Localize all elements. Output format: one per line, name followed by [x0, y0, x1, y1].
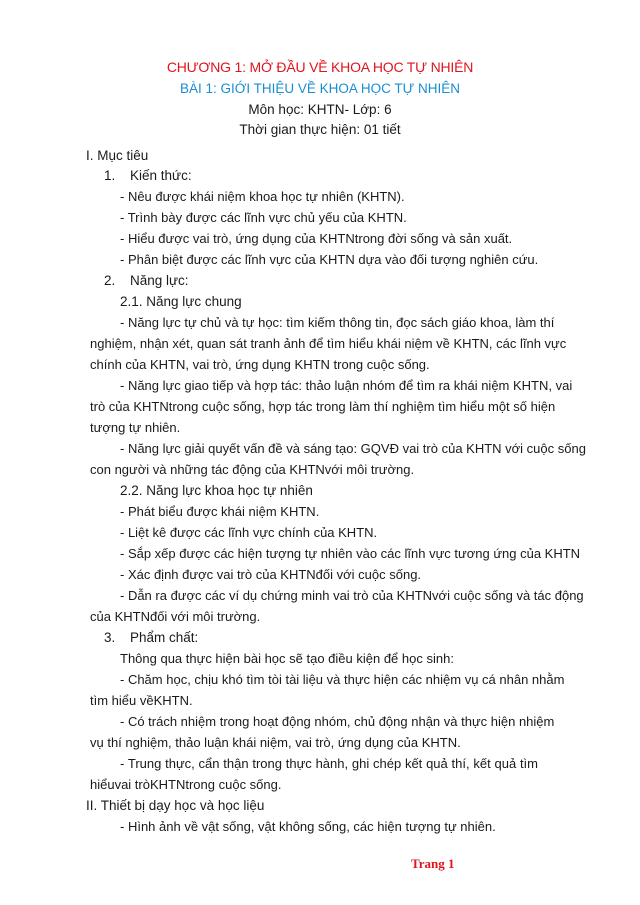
qualities-line: Thông qua thực hiện bài học sẽ tạo điều kiện để học sinh: [120, 651, 454, 666]
qualities-line: tìm hiểu vềKHTN. [90, 693, 193, 708]
qualities-line: - Trung thực, cẩn thận trong thực hành, ghi chép kết quả thí, kết quả tìm [120, 756, 538, 771]
science-competence-line: - Sắp xếp được các hiện tượng tự nhiên vào các lĩnh vực tương ứng của KHTN [120, 546, 581, 561]
general-competence-line: nghiệm, nhận xét, quan sát tranh ảnh để tìm hiểu khái niệm về KHTN, các lĩnh vực [90, 336, 567, 351]
science-competence-line: - Dẫn ra được các ví dụ chứng minh vai trò của KHTNvới cuộc sống và tác động [120, 588, 584, 603]
knowledge-number: 1. [104, 168, 116, 183]
general-competence-line: - Năng lực giao tiếp và hợp tác: thảo luận nhóm để tìm ra khái niệm KHTN, vai [120, 378, 573, 393]
subject-line: Môn học: KHTN- Lớp: 6 [248, 102, 392, 117]
general-competence-line: - Năng lực giải quyết vấn đề và sáng tạo: GQVĐ vai trò của KHTN với cuộc sống [120, 441, 586, 456]
science-competence-line: - Phát biểu được khái niệm KHTN. [120, 504, 320, 519]
competence-heading [104, 272, 189, 290]
qualities-title: Phẩm chất: [130, 630, 199, 645]
knowledge-item: - Phân biệt được các lĩnh vực của KHTN dựa vào đối tượng nghiên cứu. [120, 252, 539, 267]
qualities-heading [104, 629, 198, 647]
general-competence-line: trò của KHTNtrong cuộc sống, hợp tác trong làm thí nghiệm tìm hiểu một số hiện [90, 399, 556, 414]
general-competence-line: tượng tự nhiên. [90, 420, 181, 435]
competence-number: 2. [104, 273, 116, 288]
qualities-number: 3. [104, 630, 116, 645]
general-competence-line: con người và những tác động của KHTNvới môi trường. [90, 462, 415, 477]
knowledge-item: - Nêu được khái niệm khoa học tự nhiên (KHTN). [120, 189, 405, 204]
general-competence-title: 2.1. Năng lực chung [120, 294, 242, 309]
lesson-title: BÀI 1: GIỚI THIỆU VỀ KHOA HỌC TỰ NHIÊN [180, 81, 460, 96]
general-competence-line: chính của KHTN, vai trò, ứng dụng KHTN trong cuộc sống. [90, 357, 430, 372]
knowledge-item: - Trình bày được các lĩnh vực chủ yếu của KHTN. [120, 210, 407, 225]
science-competence-line: - Liệt kê được các lĩnh vực chính của KHTN. [120, 525, 378, 540]
chapter-title: CHƯƠNG 1: MỞ ĐẦU VỀ KHOA HỌC TỰ NHIÊN [166, 59, 474, 75]
qualities-line: hiểuvai tròKHTNtrong cuộc sống. [90, 777, 282, 792]
section-title-equipment: II. Thiết bị dạy học và học liệu [86, 798, 265, 813]
knowledge-title: Kiến thức: [130, 168, 192, 183]
page-number: Trang 1 [411, 856, 455, 871]
section-title-objectives: I. Mục tiêu [86, 148, 149, 163]
science-competence-title: 2.2. Năng lực khoa học tự nhiên [120, 483, 313, 498]
duration-line: Thời gian thực hiện: 01 tiết [239, 122, 401, 137]
science-competence-line: của KHTNđối với môi trường. [90, 609, 261, 624]
qualities-line: vụ thí nghiệm, thảo luận khái niệm, vai trò, ứng dụng của KHTN. [90, 735, 461, 750]
general-competence-line: - Năng lực tự chủ và tự học: tìm kiếm thông tin, đọc sách giáo khoa, làm thí [120, 315, 555, 330]
equipment-line: - Hình ảnh về vật sống, vật không sống, các hiện tượng tự nhiên. [120, 819, 496, 834]
knowledge-item: - Hiểu được vai trò, ứng dụng của KHTNtrong đời sống và sản xuất. [120, 231, 513, 246]
science-competence-line: - Xác định được vai trò của KHTNđối với cuộc sống. [120, 567, 422, 582]
competence-title: Năng lực: [130, 273, 189, 288]
qualities-line: - Có trách nhiệm trong hoạt động nhóm, chủ động nhận và thực hiện nhiệm [120, 714, 555, 729]
knowledge-heading [104, 167, 192, 185]
qualities-line: - Chăm học, chịu khó tìm tòi tài liệu và thực hiện các nhiệm vụ cá nhân nhằm [120, 672, 565, 687]
